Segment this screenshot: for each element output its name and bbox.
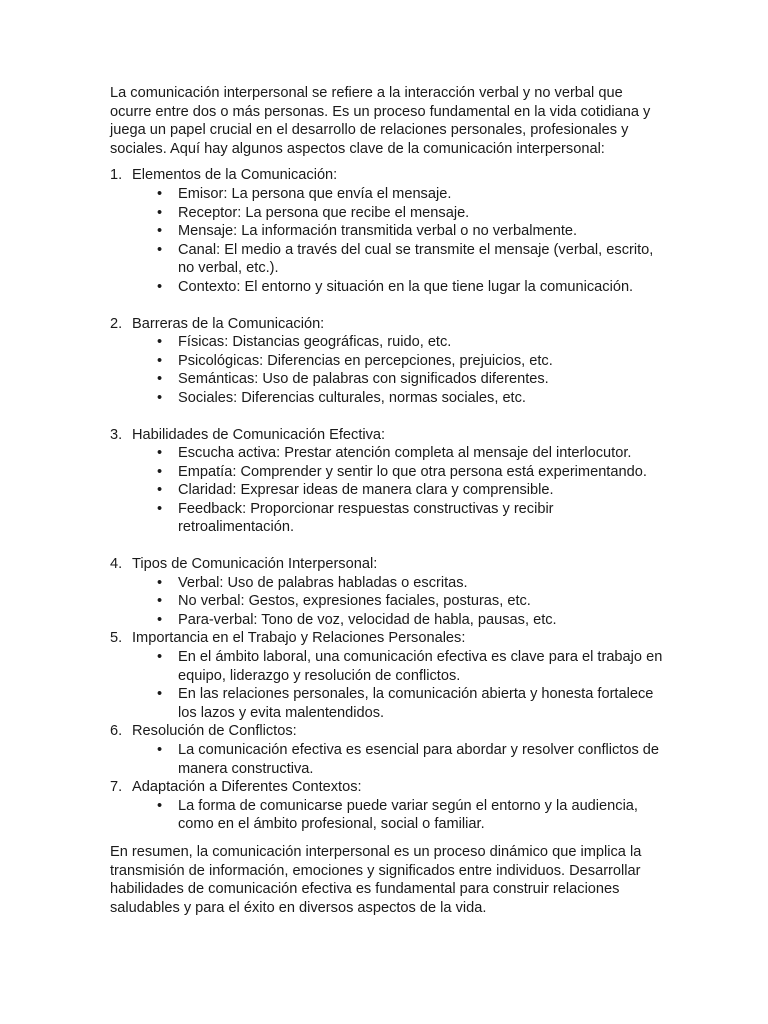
section-number: 3. <box>110 426 123 443</box>
item-text: Emisor: La persona que envía el mensaje. <box>178 185 452 202</box>
conclusion-paragraph: En resumen, la comunicación interpersonal es un proceso dinámico que implica la transmisión de información, emociones y significados entre individuos. Desarrollar habilidades de comunicación efectiva es fundamental para construir relaciones saludables y para el éxito en diversos aspectos de la vida. <box>110 843 642 916</box>
bullet-icon: • <box>157 649 163 666</box>
list-item <box>156 500 666 537</box>
bullet-icon: • <box>157 611 163 628</box>
section-importancia <box>110 629 666 722</box>
section-title: Barreras de la Comunicación: <box>132 315 325 332</box>
bullet-icon: • <box>157 482 163 499</box>
section-number: 6. <box>110 723 123 740</box>
list-item <box>156 185 666 204</box>
bullet-icon: • <box>157 686 163 703</box>
bullet-icon: • <box>157 241 163 258</box>
list-item <box>156 370 666 389</box>
bullet-icon: • <box>157 445 163 462</box>
section-resolucion <box>110 722 666 778</box>
section-number: 7. <box>110 779 123 796</box>
item-text: Escucha activa: Prestar atención completa al mensaje del interlocutor. <box>178 445 632 462</box>
bullet-icon: • <box>157 278 163 295</box>
section-title: Resolución de Conflictos: <box>132 723 297 740</box>
item-text: Contexto: El entorno y situación en la que tiene lugar la comunicación. <box>178 278 634 295</box>
list-item <box>156 611 666 630</box>
list-item <box>156 797 666 834</box>
list-item <box>156 389 666 408</box>
item-text: Feedback: Proporcionar respuestas constructivas y recibir retroalimentación. <box>178 500 554 536</box>
bullet-icon: • <box>157 371 163 388</box>
list-item <box>156 204 666 223</box>
item-text: Empatía: Comprender y sentir lo que otra persona está experimentando. <box>178 463 647 480</box>
item-text: Semánticas: Uso de palabras con significados diferentes. <box>178 371 549 388</box>
section-title: Adaptación a Diferentes Contextos: <box>132 779 362 796</box>
bullet-icon: • <box>157 463 163 480</box>
section-items <box>132 797 666 834</box>
section-habilidades <box>110 426 666 538</box>
bullet-icon: • <box>157 352 163 369</box>
list-item <box>156 592 666 611</box>
bullet-icon: • <box>157 500 163 517</box>
section-items <box>132 574 666 630</box>
document-body <box>110 84 666 917</box>
list-item <box>156 444 666 463</box>
section-barreras <box>110 315 666 408</box>
bullet-icon: • <box>157 593 163 610</box>
list-item <box>156 481 666 500</box>
section-number: 2. <box>110 315 123 332</box>
list-item <box>156 685 666 722</box>
aspects-list <box>110 166 666 834</box>
section-items <box>132 741 666 778</box>
section-title: Elementos de la Comunicación: <box>132 167 338 184</box>
list-item <box>156 648 666 685</box>
list-item <box>156 278 666 297</box>
item-text: En las relaciones personales, la comunicación abierta y honesta fortalece los lazos y evita malentendidos. <box>178 686 654 721</box>
section-number: 4. <box>110 556 123 573</box>
section-tipos <box>110 555 666 629</box>
section-title: Habilidades de Comunicación Efectiva: <box>132 426 386 443</box>
item-text: Verbal: Uso de palabras habladas o escritas. <box>178 574 468 591</box>
item-text: Psicológicas: Diferencias en percepciones, prejuicios, etc. <box>178 352 553 369</box>
list-item <box>156 741 666 778</box>
bullet-icon: • <box>157 389 163 406</box>
item-text: Físicas: Distancias geográficas, ruido, etc. <box>178 334 452 351</box>
section-items <box>132 648 666 722</box>
item-text: Mensaje: La información transmitida verbal o no verbalmente. <box>178 223 578 240</box>
bullet-icon: • <box>157 204 163 221</box>
item-text: La comunicación efectiva es esencial para abordar y resolver conflictos de manera constructiva. <box>178 742 660 777</box>
list-item <box>156 241 666 278</box>
item-text: Receptor: La persona que recibe el mensaje. <box>178 204 470 221</box>
section-title: Tipos de Comunicación Interpersonal: <box>132 556 378 573</box>
intro-paragraph: La comunicación interpersonal se refiere a la interacción verbal y no verbal que ocurre entre dos o más personas. Es un proceso fundamental en la vida cotidiana y juega un papel crucial en el desarrollo de relaciones personales, profesionales y sociales. Aquí hay algunos aspectos clave de la comunicación interpersonal: <box>110 85 651 157</box>
section-items <box>132 333 666 407</box>
bullet-icon: • <box>157 742 163 758</box>
item-text: Para-verbal: Tono de voz, velocidad de habla, pausas, etc. <box>178 611 557 628</box>
bullet-icon: • <box>157 334 163 351</box>
section-elementos <box>110 166 666 296</box>
bullet-icon: • <box>157 185 163 202</box>
bullet-icon: • <box>157 574 163 591</box>
item-text: Canal: El medio a través del cual se transmite el mensaje (verbal, escrito, no verbal, etc.). <box>178 241 654 277</box>
list-item <box>156 333 666 352</box>
item-text: No verbal: Gestos, expresiones faciales, posturas, etc. <box>178 593 531 610</box>
bullet-icon: • <box>157 797 163 814</box>
bullet-icon: • <box>157 223 163 240</box>
section-title: Importancia en el Trabajo y Relaciones Personales: <box>132 630 466 647</box>
list-item <box>156 574 666 593</box>
item-text: En el ámbito laboral, una comunicación efectiva es clave para el trabajo en equipo, liderazgo y resolución de conflictos. <box>178 649 663 684</box>
item-text: La forma de comunicarse puede variar según el entorno y la audiencia, como en el ámbito profesional, social o familiar. <box>178 797 638 833</box>
section-number: 5. <box>110 630 123 647</box>
section-items <box>132 185 666 297</box>
list-item <box>156 222 666 241</box>
list-item <box>156 463 666 482</box>
section-adaptacion <box>110 778 666 834</box>
section-items <box>132 444 666 537</box>
item-text: Sociales: Diferencias culturales, normas sociales, etc. <box>178 389 526 406</box>
list-item <box>156 352 666 371</box>
item-text: Claridad: Expresar ideas de manera clara y comprensible. <box>178 482 554 499</box>
section-number: 1. <box>110 167 123 184</box>
